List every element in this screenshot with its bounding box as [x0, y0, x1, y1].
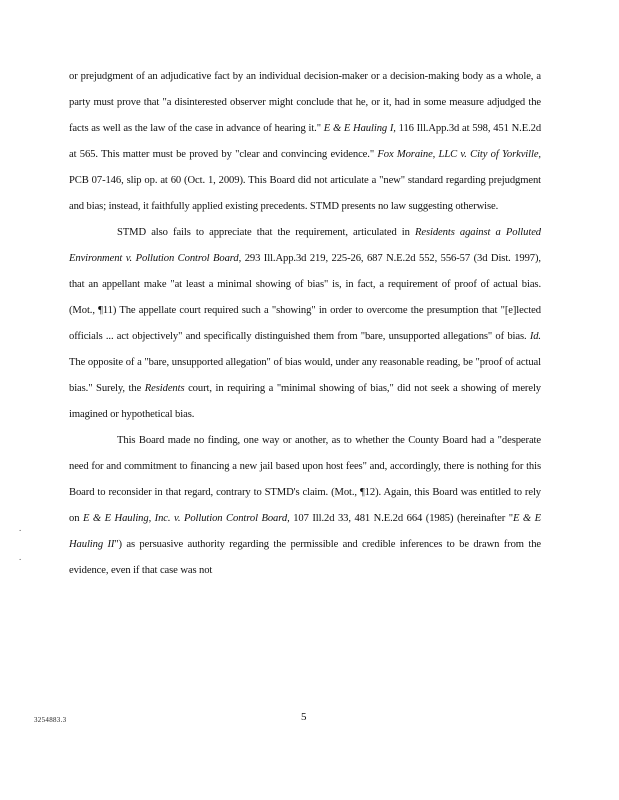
case-citation-residents: Residents against a Polluted Environment v. Pollution Control Board, [69, 227, 541, 264]
body-text [69, 64, 541, 584]
citation-id: Id. [529, 331, 541, 342]
footer-document-code: 3254883.3 [34, 716, 67, 724]
paragraph-3-fragment: 107 Ill.2d 33, 481 N.E.2d 664 (1985) (hereinafter " [289, 513, 513, 524]
paragraph-1 [69, 64, 541, 220]
paragraph-2-fragment: The opposite of a "bare, unsupported allegation" of bias would, under any reasonable reading, be "proof of actual bias." Surely, the [69, 357, 541, 394]
scan-speck-mark: . [19, 552, 22, 562]
case-citation-fox-moraine: Fox Moraine, LLC v. City of Yorkville, [377, 149, 541, 160]
paragraph-3-fragment: This Board made no finding, one way or another, as to whether the County Board had a "desperate need for and commitment to financing a new jail based upon host fees" and, accordingly, there is nothing for this Board to reconsider in that regard, contrary to STMD's claim. (Mot., ¶12). Again, this Board was entitled to rely on [69, 435, 541, 524]
case-citation-ee-hauling-inc: E & E Hauling, Inc. v. Pollution Control Board, [82, 513, 290, 524]
page-number: 5 [301, 711, 307, 723]
paragraph-1-fragment: or prejudgment of an adjudicative fact by an individual decision-maker or a decision-making body as a whole, a party must prove that "a disinterested observer might conclude that he, or it, had in some measure adjudged the facts as well as the law of the case in advance of hearing it." [69, 71, 541, 134]
paragraph-1-fragment: PCB 07-146, slip op. at 60 (Oct. 1, 2009). This Board did not articulate a "new" standard regarding prejudgment and bias; instead, it faithfully applied existing precedents. STMD presents no law suggesting otherwise. [69, 175, 541, 212]
paragraph-2 [69, 220, 541, 428]
paragraph-3 [69, 428, 541, 584]
paragraph-1-fragment: 116 Ill.App.3d at 598, 451 N.E.2d at 565. This matter must be proved by "clear and convincing evidence." [69, 123, 542, 160]
case-short-name-ee-hauling-ii: E & E Hauling II [69, 513, 541, 550]
scan-speck-mark: . [19, 523, 22, 533]
paragraph-3-fragment: ") as persuasive authority regarding the permissible and credible inferences to be drawn from the evidence, even if that case was not [69, 539, 541, 576]
case-citation-ee-hauling-i: E & E Hauling I, [323, 123, 396, 134]
case-name-residents: Residents [144, 383, 185, 394]
paragraph-2-fragment: STMD also fails to appreciate that the requirement, articulated in [117, 227, 416, 238]
paragraph-2-fragment: 293 Ill.App.3d 219, 225-26, 687 N.E.2d 552, 556-57 (3d Dist. 1997), that an appellant make "at least a minimal showing of bias" is, in fact, a requirement of proof of actual bias. (Mot., ¶11) The appellate court required such a "showing" in order to overcome the presumption that "[e]lected officials ... act objectively" and specifically distinguished them from "bare, unsupported allegations" of bias. [69, 253, 541, 342]
paragraph-2-fragment: court, in requiring a "minimal showing of bias," did not seek a showing of merely imagined or hypothetical bias. [69, 383, 541, 420]
